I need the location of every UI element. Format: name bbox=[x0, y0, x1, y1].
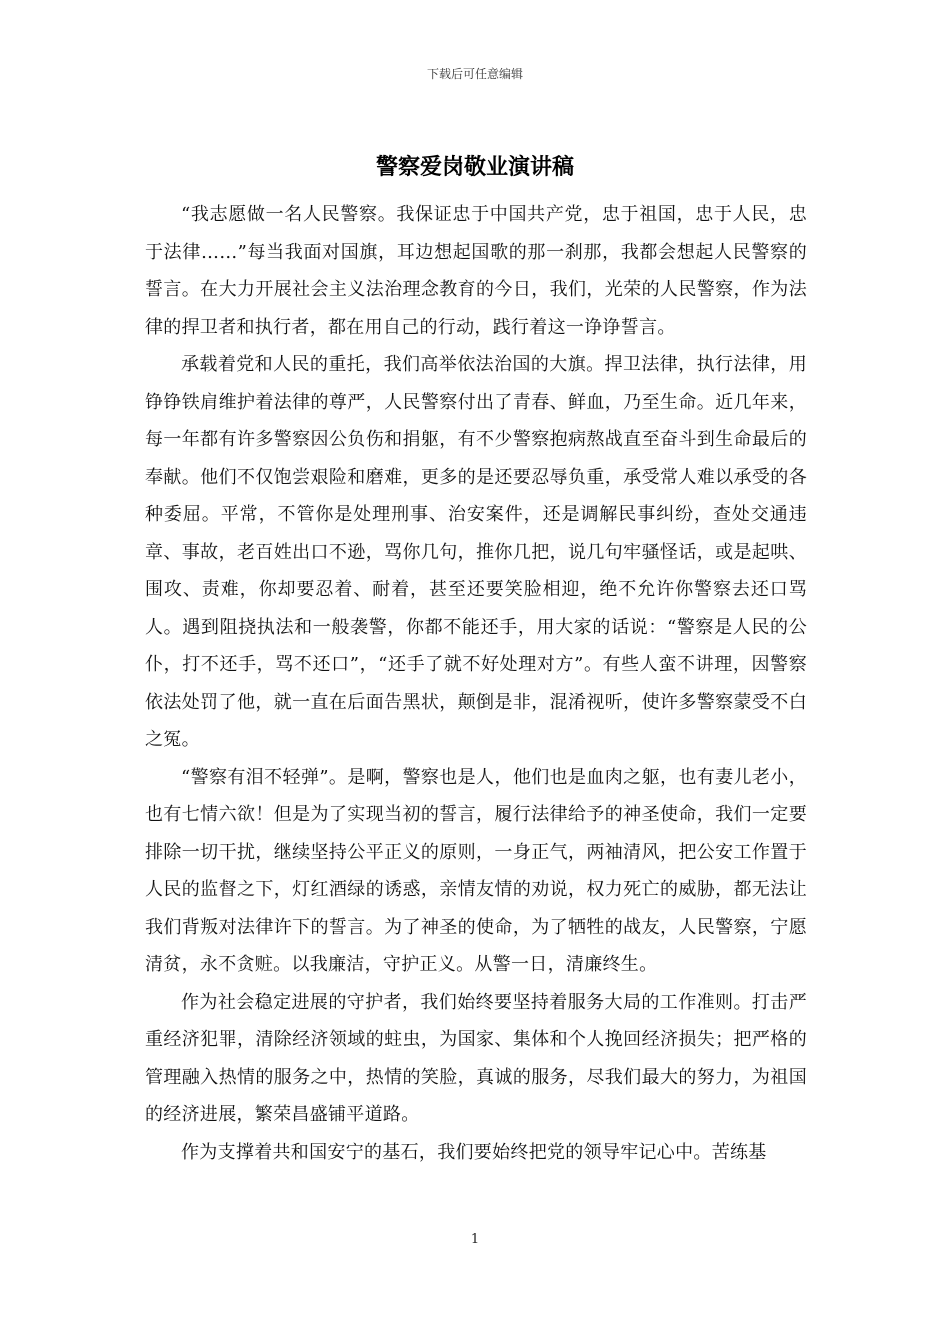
paragraph-5: 作为支撑着共和国安宁的基石，我们要始终把党的领导牢记心中。苦练基 bbox=[181, 1141, 767, 1163]
paragraph-3: “警察有泪不轻弹”。是啊，警察也是人，他们也是血肉之躯，也有妻儿老小，也有七情六欲！但是为了实现当初的誓言，履行法律给予的神圣使命，我们一定要排除一切干扰，继续坚持公平正义的原则，一身正气，两袖清风，把公安工作置于人民的监督之下，灯红酒绿的诱惑，亲情友情的劝说，权力死亡的威胁，都无法让我们背叛对法律许下的誓言。为了神圣的使命，为了牺牲的战友，人民警察，宁愿清贫，永不贪赃。以我廉洁，守护正义。从警一日，清廉终生。 bbox=[145, 766, 807, 975]
header-note: 下载后可任意编辑 bbox=[426, 67, 523, 81]
paragraph-2: 承载着党和人民的重托，我们高举依法治国的大旗。捍卫法律，执行法律，用铮铮铁肩维护着法律的尊严，人民警察付出了青春、鲜血，乃至生命。近几年来，每一年都有许多警察因公负伤和捐躯，有不少警察抱病熬战直至奋斗到生命最后的奉献。他们不仅饱尝艰险和磨难，更多的是还要忍辱负重，承受常人难以承受的各种委屈。平常，不管你是处理刑事、治安案件，还是调解民事纠纷，查处交通违章、事故，老百姓出口不逊，骂你几句，推你几把，说几句牢骚怪话，或是起哄、围攻、责难，你却要忍着、耐着，甚至还要笑脸相迎，绝不允许你警察去还口骂人。遇到阻挠执法和一般袭警，你都不能还手，用大家的话说：“警察是人民的公仆，打不还手，骂不还口”，“还手了就不好处理对方”。有些人蛮不讲理，因警察依法处罚了他，就一直在后面告黑状，颠倒是非，混淆视听，使许多警察蒙受不白之冤。 bbox=[145, 354, 807, 750]
paragraph-4: 作为社会稳定进展的守护者，我们始终要坚持着服务大局的工作准则。打击严重经济犯罪，清除经济领域的蛀虫，为国家、集体和个人挽回经济损失；把严格的管理融入热情的服务之中，热情的笑脸，真诚的服务，尽我们最大的努力，为祖国的经济进展，繁荣昌盛铺平道路。 bbox=[145, 991, 807, 1125]
paragraph-1: “我志愿做一名人民警察。我保证忠于中国共产党，忠于祖国，忠于人民，忠于法律……”每当我面对国旗，耳边想起国歌的那一刹那，我都会想起人民警察的誓言。在大力开展社会主义法治理念教育的今日，我们，光荣的人民警察，作为法律的捍卫者和执行者，都在用自己的行动，践行着这一诤诤誓言。 bbox=[145, 204, 807, 338]
page-number: 1 bbox=[470, 1232, 480, 1247]
document-title: 警察爱岗敬业演讲稿 bbox=[375, 155, 574, 180]
document-body bbox=[145, 196, 807, 1171]
